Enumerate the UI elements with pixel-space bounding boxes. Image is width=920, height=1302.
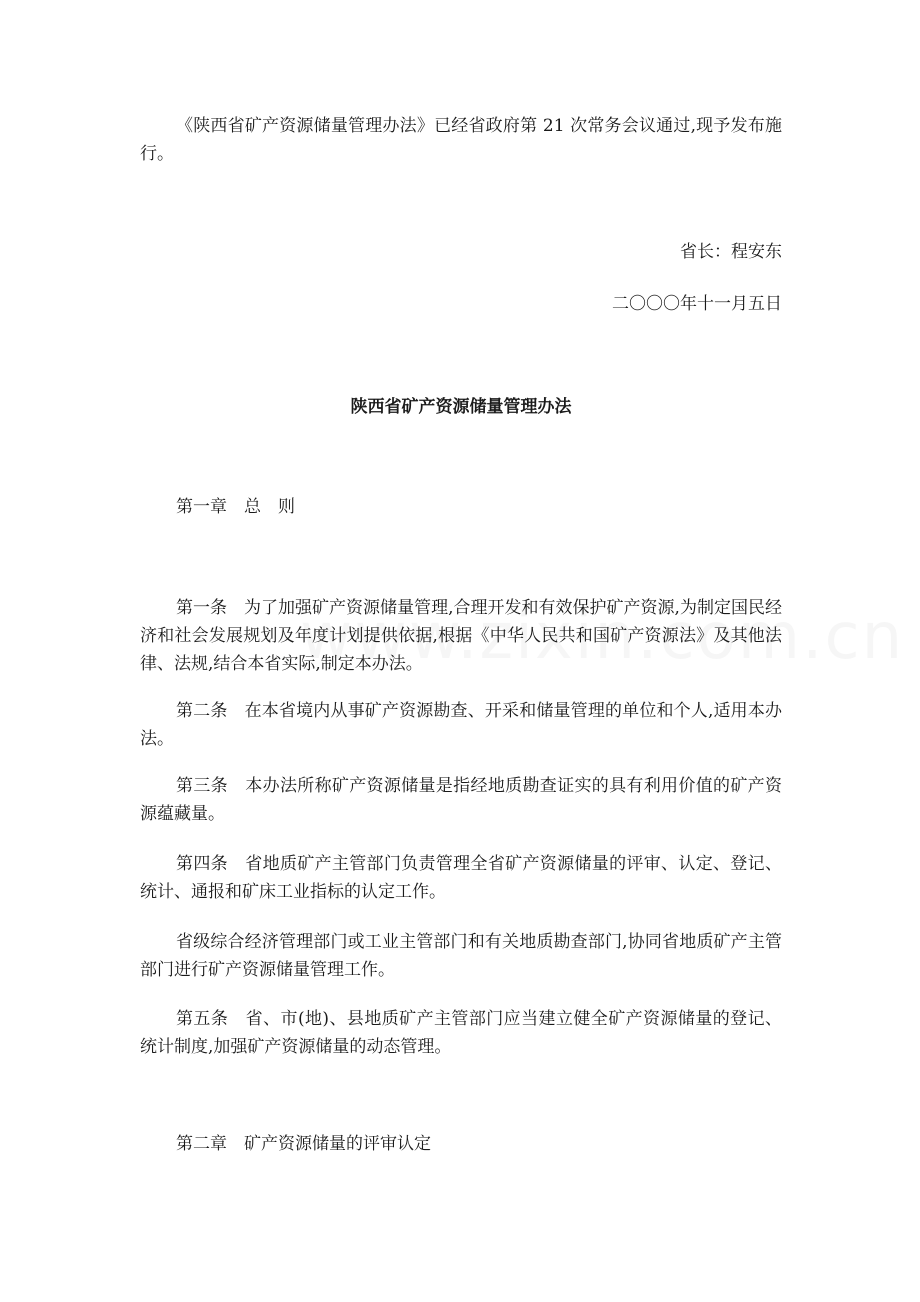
signature-line: 省长：程安东 (680, 242, 782, 262)
article-4-paragraph-2: 省级综合经济管理部门或工业主管部门和有关地质勘查部门,协同省地质矿产主管部门进行矿产资源储量管理工作。 (140, 932, 782, 980)
document-title: 陕西省矿产资源储量管理办法 (350, 397, 572, 417)
article-5: 第五条 省、市(地)、县地质矿产主管部门应当建立健全矿产资源储量的登记、统计制度,加强矿产资源储量的动态管理。 (140, 1009, 782, 1057)
article-1: 第一条 为了加强矿产资源储量管理,合理开发和有效保护矿产资源,为制定国民经济和社会发展规划及年度计划提供依据,根据《中华人民共和国矿产资源法》及其他法律、法规,结合本省实际,制定本办法。 (140, 598, 782, 674)
article-4: 第四条 省地质矿产主管部门负责管理全省矿产资源储量的评审、认定、登记、统计、通报和矿床工业指标的认定工作。 (140, 854, 782, 902)
chapter-1-heading: 第一章 总 则 (176, 497, 295, 517)
article-2: 第二条 在本省境内从事矿产资源勘查、开采和储量管理的单位和个人,适用本办法。 (140, 701, 782, 749)
article-3: 第三条 本办法所称矿产资源储量是指经地质勘查证实的具有利用价值的矿产资源蕴藏量。 (140, 776, 782, 824)
chapter-2-heading: 第二章 矿产资源储量的评审认定 (176, 1134, 431, 1154)
preamble-paragraph: 《陕西省矿产资源储量管理办法》已经省政府第 21 次常务会议通过,现予发布施行。 (140, 116, 782, 164)
date-line: 二〇〇〇年十一月五日 (612, 294, 782, 314)
